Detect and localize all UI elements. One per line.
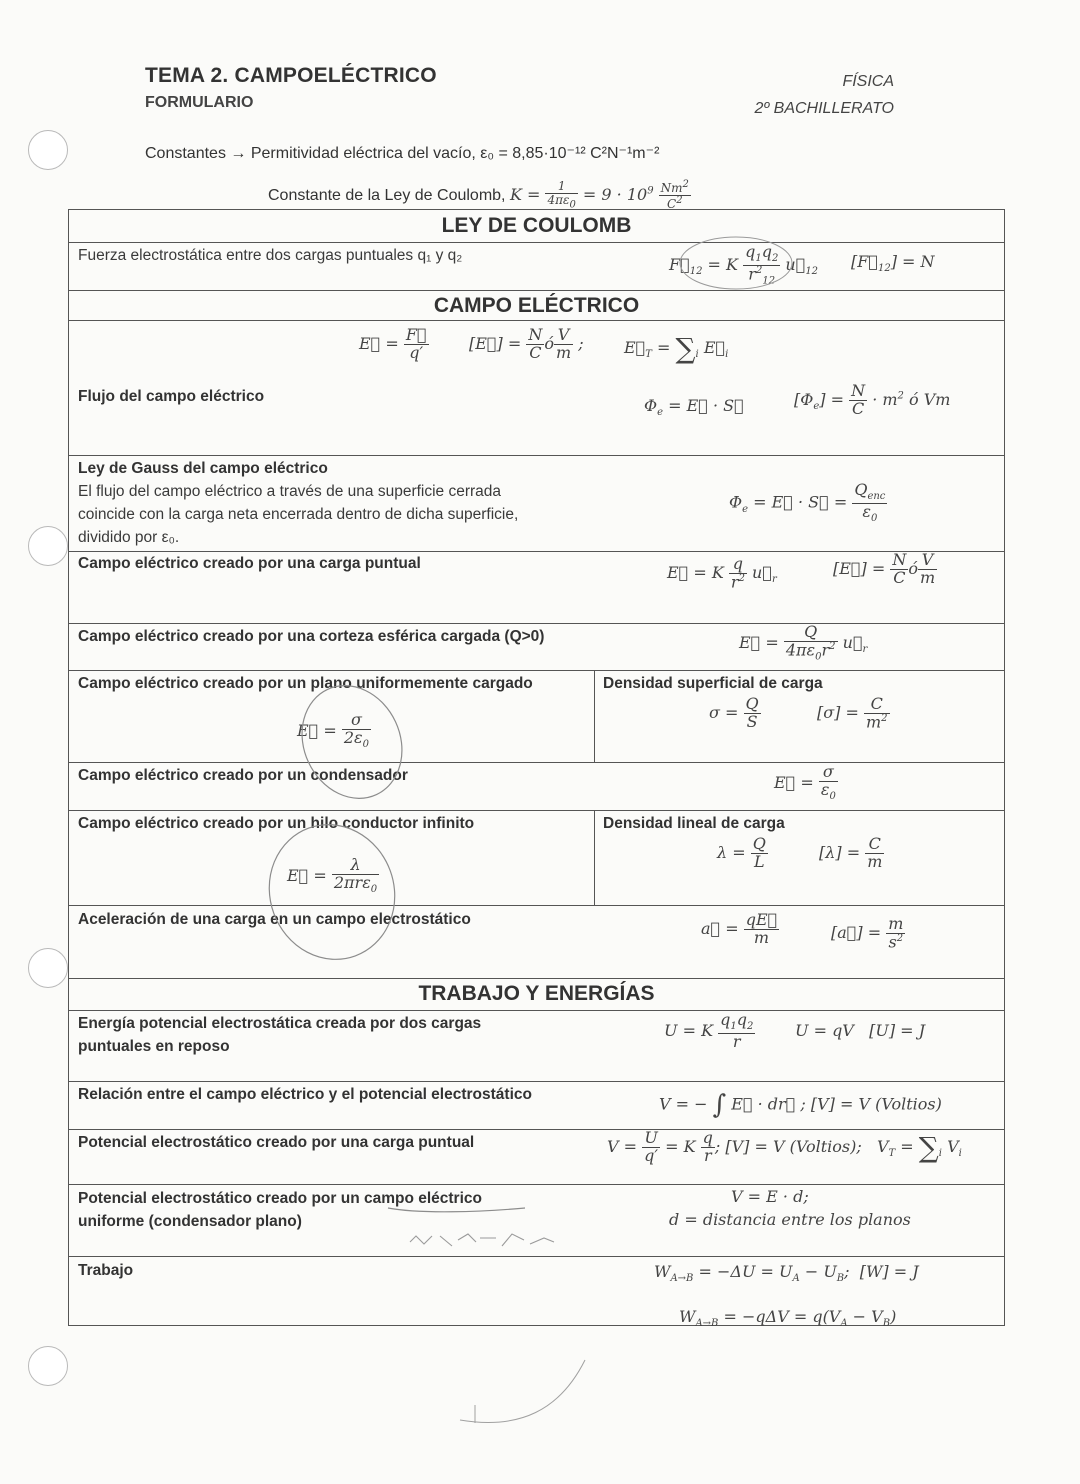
volts-unit-2: [V] = V (Voltios); (725, 1136, 862, 1156)
wire-field-formula: E⃗ = $\frac{\lambda}{2\pi r\varepsilon_0}$ (287, 855, 378, 895)
point-charge-field-label: Campo eléctrico creado por una carga puntual (78, 555, 421, 572)
linear-density-formula: λ = $\frac{Q}{L}$ (717, 834, 766, 871)
potential-energy-label-1: Energía potencial electrostática creada por dos cargas (78, 1015, 482, 1032)
point-potential-label: Potencial electrostático creado por una carga puntual (78, 1134, 475, 1151)
potential-energy-unit: U = qV [U] = J (795, 1021, 926, 1040)
uniform-potential-label-2: uniforme (condensador plano) (78, 1213, 302, 1230)
section-coulomb: LEY DE COULOMB (441, 214, 632, 237)
gauss-text-2: coincide con la carga neta encerrada dentro de dicha superficie, (78, 506, 519, 523)
capacitor-field-label: Campo eléctrico creado por un condensador (78, 767, 408, 784)
capacitor-field-formula: E⃗ = $\frac{\sigma}{\varepsilon_0}$ (774, 762, 836, 802)
point-charge-field-unit: [E⃗] = $\frac{N}{C}$ ó $\frac{V}{m}$ (833, 550, 936, 587)
uniform-potential-label-1: Potencial electrostático creado por un campo eléctrico (78, 1190, 482, 1207)
coulomb-force-label: Fuerza electrostática entre dos cargas puntuales q₁ y q₂ (78, 247, 463, 264)
acceleration-label: Aceleración de una carga en un campo electrostático (78, 911, 471, 928)
header-right (754, 68, 894, 122)
section-electric-field: CAMPO ELÉCTRICO (433, 294, 640, 317)
work-label: Trabajo (78, 1262, 134, 1279)
field-unit-formula: [E⃗] = $\frac{N}{C}$ ó $\frac{V}{m}$ ; (469, 325, 584, 362)
field-potential-relation-label: Relación entre el campo eléctrico y el potencial electrostático (78, 1086, 532, 1103)
flux-unit: $[\Phi_e]$ = $\frac{N}{C}$ · $m^2$ ó Vm (794, 381, 951, 418)
sphere-field-formula: E⃗ = $\frac{Q}{4\pi\varepsilon_0r^2}$ $u⃗_r$ (739, 622, 868, 663)
field-definition-formula: E⃗ = $\frac{F⃗}{q'}$ (359, 325, 427, 362)
potential-energy-label-2: puntuales en reposo (78, 1038, 230, 1055)
gauss-formula: $\Phi_e$ = E⃗ · S⃗ = $\frac{Q_{enc}}{\varepsilon_0}$ (729, 480, 886, 524)
point-charge-field-formula: E⃗ = K $\frac{q}{r^2}$ $u⃗_r$ (667, 554, 777, 592)
linear-density-unit: [λ] = $\frac{C}{m}$ (819, 834, 883, 871)
field-potential-relation-formula: V = − ∫ E⃗ · dr⃗ ; [V] = V (Voltios) (659, 1090, 942, 1120)
gauss-text-3: dividido por ε₀. (78, 529, 180, 546)
punch-hole-1 (28, 130, 68, 170)
plane-field-formula: E⃗ = $\frac{\sigma}{2\varepsilon_0}$ (297, 710, 369, 750)
wire-field-label: Campo eléctrico creado por un hilo conductor infinito (78, 815, 475, 832)
linear-density-label: Densidad lineal de carga (603, 815, 785, 832)
plane-field-label: Campo eléctrico creado por un plano uniformemente cargado (78, 675, 533, 692)
coulomb-constant-label: Constante de la Ley de Coulomb, (268, 186, 506, 204)
coulomb-constant-formula: K = $\frac{1}{4\pi\varepsilon_0}$ = $9 \cdot 10^9$ $\frac{Nm^2}{C^2}$ (509, 179, 689, 211)
page-title: TEMA 2. CAMPOELÉCTRICO (145, 64, 437, 87)
coulomb-constant-line (268, 180, 691, 210)
course-label: 2º BACHILLERATO (754, 100, 894, 117)
coulomb-force-formula: $F⃗_{12} = K$ $\frac{q_1q_2}{r^2_{12}}$ $u⃗_{12}$ (669, 242, 819, 287)
acceleration-unit: [a⃗] = $\frac{m}{s^2}$ (831, 914, 904, 952)
subject-label: FÍSICA (842, 73, 894, 90)
formula-table (68, 209, 1005, 1330)
surface-density-formula: σ = $\frac{Q}{S}$ (709, 694, 759, 731)
work-formula-2: $W_{A\to B} = -q\Delta V = q(V_A - V_B)$ (679, 1307, 897, 1330)
page-subtitle: FORMULARIO (145, 94, 254, 111)
uniform-potential-formula: V = E · d; (731, 1187, 809, 1206)
sphere-field-label: Campo eléctrico creado por una corteza esférica cargada (Q>0) (78, 628, 545, 645)
gauss-label: Ley de Gauss del campo eléctrico (78, 460, 328, 477)
field-superposition-formula: $E⃗_T = \sum_i$ $E⃗_i$ (624, 332, 729, 365)
acceleration-formula: a⃗ = $\frac{qE⃗}{m}$ (701, 910, 778, 947)
punch-hole-4 (28, 1346, 68, 1386)
point-potential-formula: V = $\frac{U}{q'}$ = K $\frac{q}{r}$ ; [V] = V (Voltios); $V_T = \sum_i$ $V_i$ (607, 1128, 962, 1165)
surface-density-unit: [σ] = $\frac{C}{m^2}$ (817, 694, 888, 732)
constants-line (145, 143, 659, 163)
section-work-energy: TRABAJO Y ENERGÍAS (418, 982, 655, 1005)
potential-energy-formula: U = K $\frac{q_1q_2}{r}$ (664, 1010, 754, 1051)
header-left (145, 64, 437, 112)
coulomb-force-unit: $[F⃗_{12}] = N$ (851, 252, 935, 275)
planes-distance-text: d = distancia entre los planos (669, 1210, 911, 1229)
punch-hole-3 (28, 948, 68, 988)
gauss-text-1: El flujo del campo eléctrico a través de una superficie cerrada (78, 483, 502, 500)
punch-hole-2 (28, 526, 68, 566)
work-formula-1: $W_{A\to B} = -\Delta U = U_A - U_B$; [W] = J (654, 1262, 919, 1285)
permittivity-text: Permitividad eléctrica del vacío, ε₀ = 8,85·10⁻¹² C²N⁻¹m⁻² (250, 145, 660, 162)
volts-unit: [V] = V (Voltios) (810, 1094, 942, 1114)
constants-lead: Constantes → (145, 145, 247, 162)
flux-label: Flujo del campo eléctrico (78, 388, 265, 405)
surface-density-label: Densidad superficial de carga (603, 675, 823, 692)
flux-formula: $\Phi_e$ = E⃗ · S⃗ (644, 396, 744, 419)
